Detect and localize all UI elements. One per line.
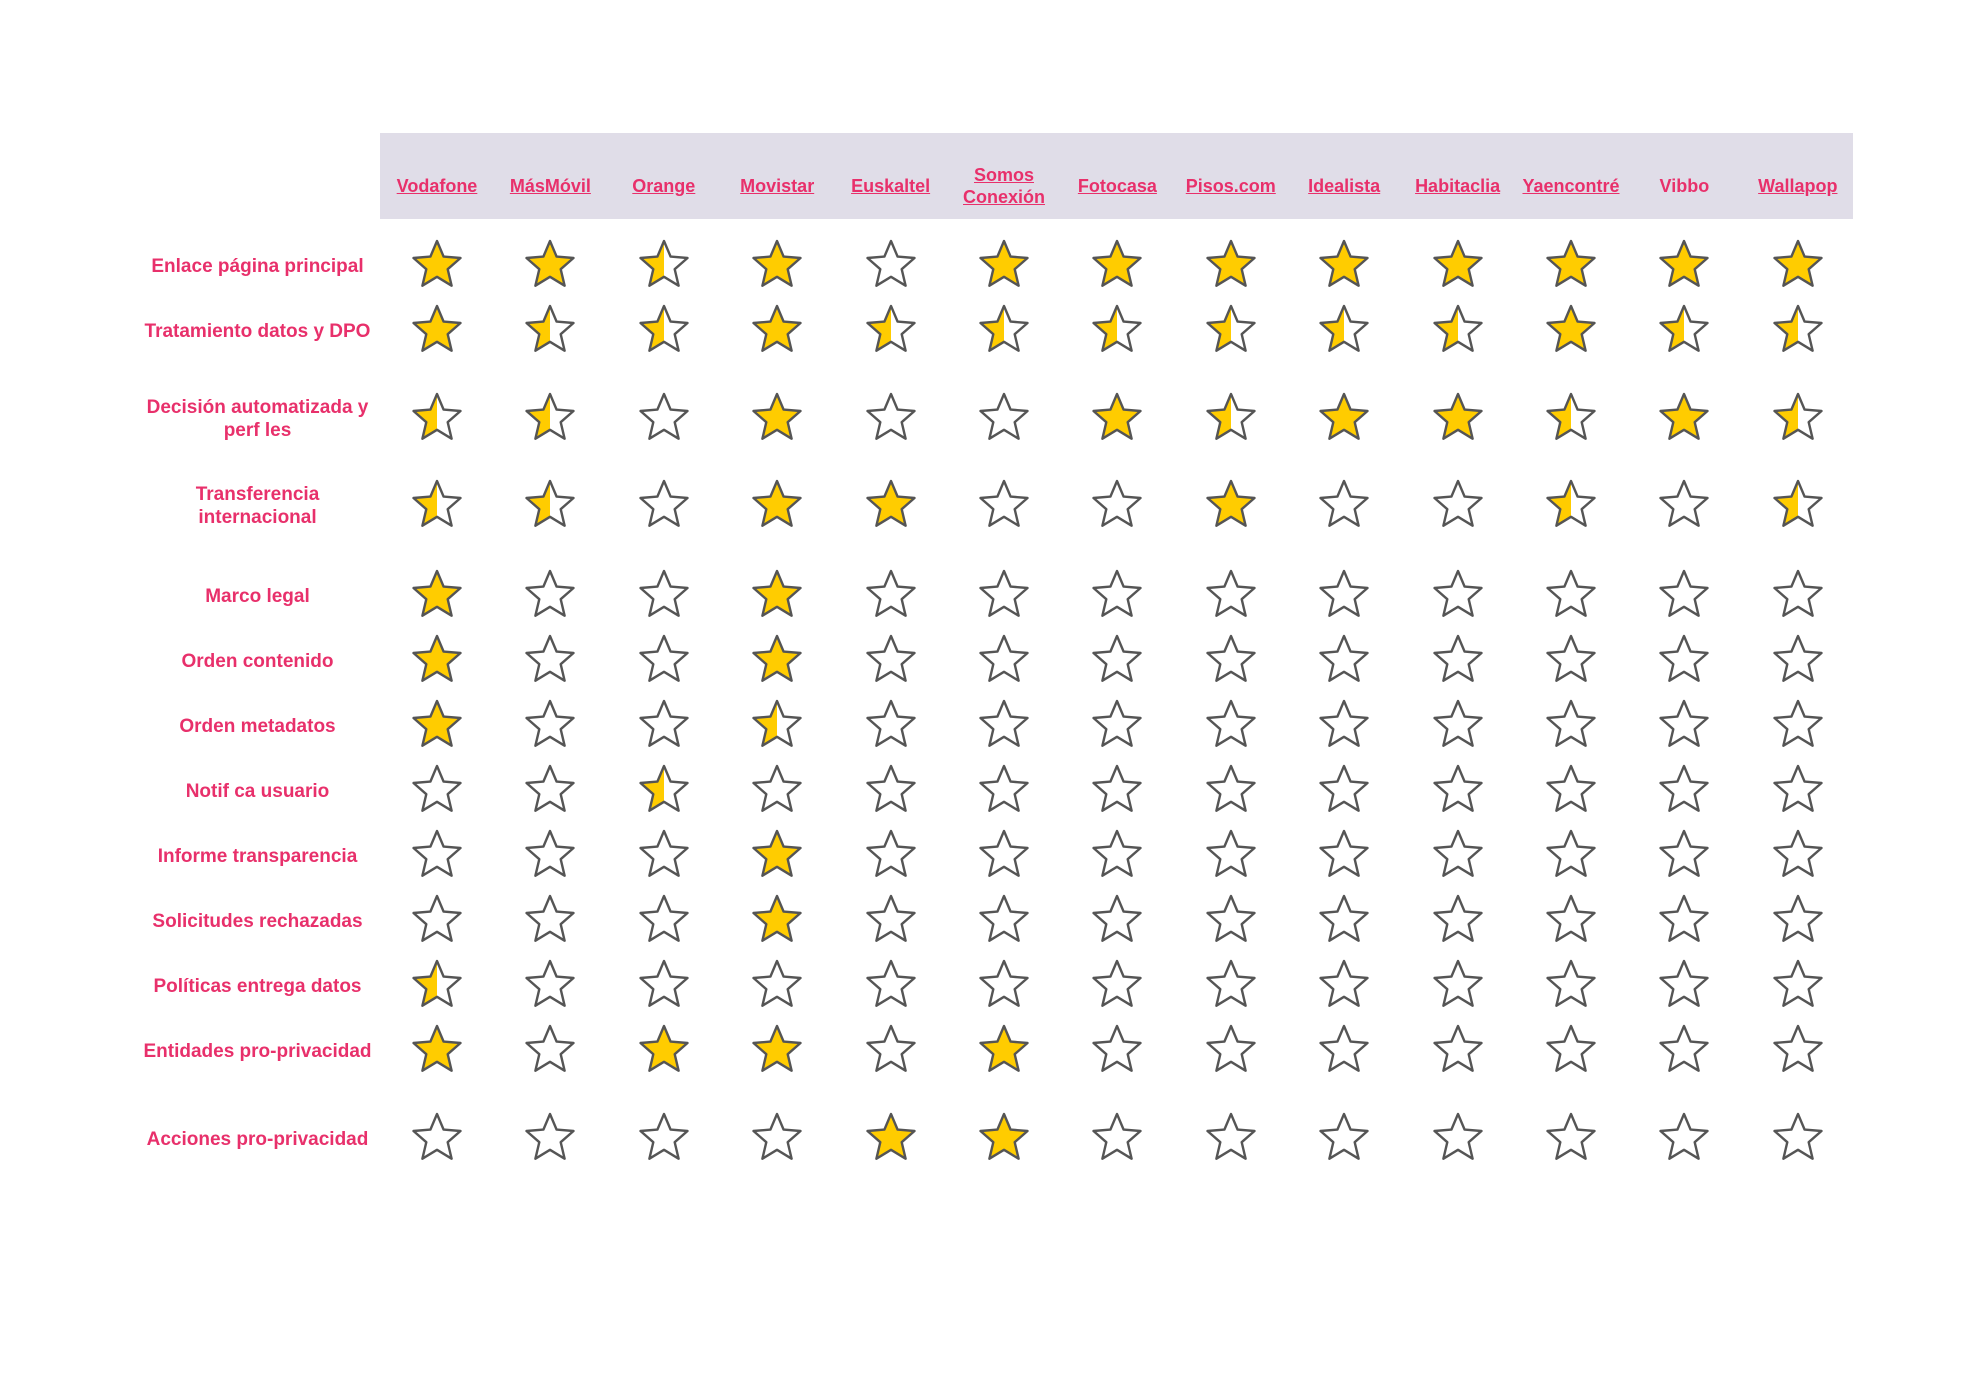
star-icon <box>978 238 1030 290</box>
star-icon <box>1091 828 1143 880</box>
star-icon <box>1205 478 1257 530</box>
star-icon <box>1658 478 1710 530</box>
column-header-vibbo: Vibbo <box>1659 176 1710 196</box>
star-icon <box>751 391 803 443</box>
star-icon <box>638 828 690 880</box>
star-icon <box>1318 763 1370 815</box>
star-icon <box>524 633 576 685</box>
star-icon <box>751 893 803 945</box>
star-icon <box>1091 238 1143 290</box>
star-icon <box>865 303 917 355</box>
star-icon <box>978 1111 1030 1163</box>
star-icon <box>751 828 803 880</box>
star-icon <box>1318 238 1370 290</box>
star-icon <box>751 1111 803 1163</box>
star-icon <box>1772 303 1824 355</box>
star-icon <box>638 238 690 290</box>
star-icon <box>978 568 1030 620</box>
star-icon <box>865 698 917 750</box>
star-icon <box>751 633 803 685</box>
star-icon <box>1545 1023 1597 1075</box>
star-icon <box>411 478 463 530</box>
star-icon <box>411 763 463 815</box>
star-icon <box>1772 391 1824 443</box>
star-icon <box>1545 478 1597 530</box>
star-icon <box>1545 958 1597 1010</box>
star-icon <box>1432 1023 1484 1075</box>
star-icon <box>978 763 1030 815</box>
star-icon <box>978 391 1030 443</box>
star-icon <box>1091 303 1143 355</box>
star-icon <box>1091 958 1143 1010</box>
star-icon <box>638 958 690 1010</box>
star-icon <box>638 698 690 750</box>
star-icon <box>1091 568 1143 620</box>
star-icon <box>1091 391 1143 443</box>
star-icon <box>865 958 917 1010</box>
star-icon <box>1318 893 1370 945</box>
row-label-marco-legal: Marco legal <box>205 585 310 607</box>
star-icon <box>865 1023 917 1075</box>
star-icon <box>1205 828 1257 880</box>
star-icon <box>411 633 463 685</box>
star-icon <box>524 568 576 620</box>
star-icon <box>1658 828 1710 880</box>
star-icon <box>1091 633 1143 685</box>
star-icon <box>411 391 463 443</box>
star-icon <box>1545 1111 1597 1163</box>
star-icon <box>1545 391 1597 443</box>
star-icon <box>1545 698 1597 750</box>
star-icon <box>865 478 917 530</box>
star-icon <box>1772 478 1824 530</box>
column-header-orange[interactable]: Orange <box>632 176 696 196</box>
star-icon <box>524 478 576 530</box>
star-icon <box>524 1111 576 1163</box>
star-icon <box>1318 698 1370 750</box>
star-icon <box>978 1023 1030 1075</box>
star-icon <box>1658 698 1710 750</box>
star-icon <box>1545 763 1597 815</box>
row-label-entidades-pro-privacidad: Entidades pro-privacidad <box>143 1040 372 1062</box>
star-icon <box>978 633 1030 685</box>
star-icon <box>411 1023 463 1075</box>
star-icon <box>1205 1023 1257 1075</box>
column-header-masmovil[interactable]: MásMóvil <box>509 176 591 196</box>
star-icon <box>751 763 803 815</box>
star-icon <box>1205 1111 1257 1163</box>
star-icon <box>524 391 576 443</box>
star-icon <box>751 1023 803 1075</box>
star-icon <box>1318 391 1370 443</box>
star-icon <box>411 568 463 620</box>
star-icon <box>1432 478 1484 530</box>
star-icon <box>1091 763 1143 815</box>
star-icon <box>865 828 917 880</box>
star-icon <box>638 1111 690 1163</box>
star-icon <box>978 893 1030 945</box>
star-icon <box>1205 391 1257 443</box>
row-label-enlace-pagina-principal: Enlace página principal <box>151 255 364 277</box>
row-label-orden-metadatos: Orden metadatos <box>179 715 336 737</box>
star-icon <box>1772 828 1824 880</box>
star-icon <box>1091 893 1143 945</box>
star-icon <box>751 958 803 1010</box>
star-icon <box>1772 893 1824 945</box>
row-label-solicitudes-rechazadas: Solicitudes rechazadas <box>152 910 363 932</box>
star-icon <box>1318 1111 1370 1163</box>
column-header-yaencontre[interactable]: Yaencontré <box>1522 176 1620 196</box>
star-icon <box>1432 958 1484 1010</box>
star-icon <box>751 478 803 530</box>
star-icon <box>1432 893 1484 945</box>
star-icon <box>1545 633 1597 685</box>
row-label-politicas-entrega-datos: Políticas entrega datos <box>153 975 362 997</box>
star-icon <box>1205 698 1257 750</box>
star-icon <box>978 958 1030 1010</box>
star-icon <box>1091 698 1143 750</box>
star-icon <box>751 238 803 290</box>
star-icon <box>1318 633 1370 685</box>
star-icon <box>1432 1111 1484 1163</box>
star-icon <box>1318 828 1370 880</box>
row-label-decision-automatizada-y-perf-les: Decisión automatizada y perf les <box>146 397 369 441</box>
star-icon <box>1318 478 1370 530</box>
star-icon <box>411 828 463 880</box>
star-icon <box>524 238 576 290</box>
star-icon <box>865 633 917 685</box>
star-icon <box>1318 568 1370 620</box>
star-icon <box>1658 391 1710 443</box>
star-icon <box>1658 763 1710 815</box>
row-label-acciones-pro-privacidad: Acciones pro-privacidad <box>146 1128 369 1150</box>
star-icon <box>1432 763 1484 815</box>
star-icon <box>1432 828 1484 880</box>
column-header-idealista[interactable]: Idealista <box>1308 176 1381 196</box>
star-icon <box>638 633 690 685</box>
star-icon <box>1658 238 1710 290</box>
star-icon <box>865 391 917 443</box>
row-label-tratamiento-datos-y-dpo: Tratamiento datos y DPO <box>144 320 371 342</box>
star-icon <box>1318 1023 1370 1075</box>
star-icon <box>524 1023 576 1075</box>
column-header-wallapop[interactable]: Wallapop <box>1758 176 1838 196</box>
column-header-movistar[interactable]: Movistar <box>740 176 815 196</box>
star-icon <box>524 303 576 355</box>
row-label-notif-ca-usuario: Notif ca usuario <box>185 780 330 802</box>
star-icon <box>1432 303 1484 355</box>
star-icon <box>1091 1023 1143 1075</box>
star-icon <box>1545 303 1597 355</box>
star-icon <box>1772 568 1824 620</box>
star-icon <box>411 698 463 750</box>
star-icon <box>638 478 690 530</box>
star-icon <box>638 391 690 443</box>
column-header-somos-conexion[interactable]: Somos Conexión <box>963 165 1046 207</box>
star-icon <box>1772 1023 1824 1075</box>
star-icon <box>1545 568 1597 620</box>
star-icon <box>1658 568 1710 620</box>
star-icon <box>1432 391 1484 443</box>
star-icon <box>638 568 690 620</box>
star-icon <box>524 763 576 815</box>
star-icon <box>1205 303 1257 355</box>
star-icon <box>1658 958 1710 1010</box>
star-icon <box>1545 893 1597 945</box>
star-icon <box>524 958 576 1010</box>
star-icon <box>1658 893 1710 945</box>
star-icon <box>1772 698 1824 750</box>
star-icon <box>1658 1111 1710 1163</box>
star-icon <box>411 303 463 355</box>
star-icon <box>1772 1111 1824 1163</box>
star-icon <box>1205 238 1257 290</box>
star-icon <box>1318 303 1370 355</box>
star-icon <box>865 763 917 815</box>
star-icon <box>751 303 803 355</box>
star-icon <box>1205 568 1257 620</box>
star-icon <box>524 893 576 945</box>
column-header-fotocasa[interactable]: Fotocasa <box>1077 176 1157 196</box>
star-icon <box>1658 303 1710 355</box>
column-header-vodafone[interactable]: Vodafone <box>396 176 478 196</box>
star-icon <box>1772 763 1824 815</box>
star-icon <box>1432 698 1484 750</box>
star-icon <box>978 828 1030 880</box>
star-icon <box>1205 633 1257 685</box>
star-icon <box>1205 958 1257 1010</box>
star-icon <box>524 698 576 750</box>
column-header-habitaclia[interactable]: Habitaclia <box>1415 176 1501 196</box>
star-icon <box>978 698 1030 750</box>
star-icon <box>751 698 803 750</box>
star-icon <box>524 828 576 880</box>
star-icon <box>1658 633 1710 685</box>
star-icon <box>1432 568 1484 620</box>
column-header-euskaltel[interactable]: Euskaltel <box>851 176 931 196</box>
star-icon <box>1658 1023 1710 1075</box>
star-icon <box>1091 1111 1143 1163</box>
star-icon <box>1205 763 1257 815</box>
star-icon <box>1432 238 1484 290</box>
star-icon <box>1432 633 1484 685</box>
star-icon <box>411 238 463 290</box>
star-icon <box>638 763 690 815</box>
star-icon <box>1772 238 1824 290</box>
star-icon <box>1545 828 1597 880</box>
star-icon <box>1091 478 1143 530</box>
star-icon <box>638 1023 690 1075</box>
star-icon <box>411 893 463 945</box>
star-icon <box>1318 958 1370 1010</box>
star-icon <box>1772 958 1824 1010</box>
star-icon <box>638 893 690 945</box>
star-icon <box>865 1111 917 1163</box>
star-icon <box>978 303 1030 355</box>
star-icon <box>978 478 1030 530</box>
star-icon <box>638 303 690 355</box>
column-header-pisos-com[interactable]: Pisos.com <box>1185 176 1276 196</box>
star-icon <box>411 958 463 1010</box>
star-icon <box>1772 633 1824 685</box>
row-label-informe-transparencia: Informe transparencia <box>157 845 358 867</box>
star-icon <box>751 568 803 620</box>
star-icon <box>1205 893 1257 945</box>
star-icon <box>411 1111 463 1163</box>
row-label-orden-contenido: Orden contenido <box>181 650 334 672</box>
star-icon <box>865 238 917 290</box>
star-icon <box>865 893 917 945</box>
star-icon <box>865 568 917 620</box>
row-label-transferencia-internacional: Transferencia internacional <box>195 484 320 528</box>
star-icon <box>1545 238 1597 290</box>
